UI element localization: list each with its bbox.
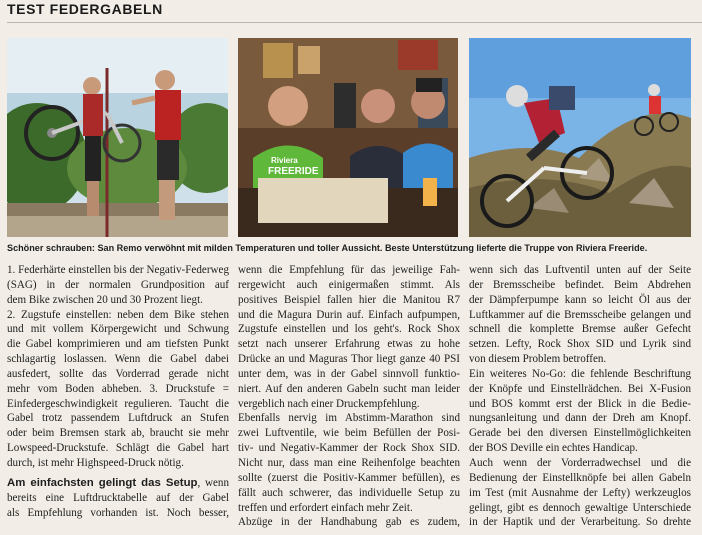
text-line: oder beim Bremsen stark ab, braucht sie mehr <box>7 427 229 440</box>
text-line: treffen und erfordert einfach mehr Zeit. <box>238 501 413 514</box>
text-line: positives Beispiel fallen hier die Manitou R7 <box>238 293 460 306</box>
text-line: der Dämpferpumpe kann so leicht Öl aus der <box>469 293 691 306</box>
photo-caption: Schöner schrauben: San Remo verwöhnt mit milden Temperaturen und toller Aussicht. Beste Unterstützung lieferte die Truppe von Riviera Freeride. <box>7 243 648 253</box>
text-line: Drücke an und Maguras Thor liegt ganze 40 PSI <box>238 353 460 366</box>
text-line: Nicht nur, dass man eine Reihenfolge beachten <box>238 456 460 469</box>
text-line: niert. Auf den anderen Gabeln sucht man leider <box>238 382 460 395</box>
text-line: gelingt, gibt es dennoch gewaltige Unterschiede <box>469 501 691 514</box>
text-line: Luftkammer auf die Bremsscheibe gelangen und <box>469 308 691 321</box>
subheading-setup: Am einfachsten gelingt das Setup <box>7 476 198 489</box>
text-line: schlagartig loslassen. Wenn die Gabel dabei <box>7 353 229 366</box>
text-line: 1. Federhärte einstellen bis der Negativ-Federweg <box>7 264 229 276</box>
text-line: setzen. Lefty, Rock Shox SID und Lyrik sind <box>469 338 691 351</box>
lead-rest: , wenn <box>197 476 229 489</box>
text-line: Auch wenn der Vorderradwechsel und die <box>469 456 691 469</box>
text-line: setzt nach unserer Erfahrung etwas zu hohe <box>238 338 460 351</box>
text-line: Zugstufe einstellen und los geht's. Rock Shox <box>238 323 460 336</box>
text-line: wenn sich das Luftventil unten auf der Seite <box>469 264 691 276</box>
text-line: der Knöpfe und Einstellrädchen. Bei X-Fusion <box>469 382 691 395</box>
text-line: der Bremsscheibe befindet. Beim Abdrehen <box>469 278 691 291</box>
text-line: von diesem Problem betroffen. <box>469 353 607 366</box>
text-line: Ein weiteres No-Go: die fehlende Beschriftung <box>469 367 691 380</box>
text-line: mehr vom Boden abheben. 3. Druckstufe = <box>7 382 229 395</box>
text-line: 2. Zugstufe einstellen: neben dem Bike stehen <box>7 308 229 321</box>
text-line: als Empfehlung vorhanden ist. Noch besser, <box>7 506 229 519</box>
text-line: Bedienung der Einstellknöpfe bei allen Gabeln <box>469 471 691 484</box>
photo-riders-trail <box>469 38 691 237</box>
text-line: durch, ist mehr Highspeed-Druck nötig. <box>7 456 184 469</box>
text-line: Einfedergeschwindigkeit regulieren. Taucht die <box>7 397 229 410</box>
text-line: fällt auch schwerer, das individuelle Setup zu <box>238 486 460 499</box>
text-line: sollte (zuerst die Positiv-Kammer befüllen), es <box>238 471 460 484</box>
text-line: tiv- und Negativ-Kammer der Rock Shox SID. <box>238 442 460 455</box>
text-line: dem Bike zwischen 20 und 30 Prozent liegt. <box>7 293 203 306</box>
photo-workstand-mechanics <box>7 38 228 237</box>
text-line-lead <box>7 476 229 491</box>
page-title: TEST FEDERGABELN <box>7 1 163 17</box>
shirt-text-freeride: FREERIDE <box>268 166 319 177</box>
text-line: nungsanleitung und dann der Dreh am Knopf. <box>469 412 691 425</box>
text-line: der BOS Deville ein echtes Handicap. <box>469 442 638 455</box>
text-line: (SAG) in der normalen Grundposition auf <box>7 278 229 291</box>
page-header <box>7 0 702 23</box>
text-line: Abzüge in der Handhabung gab es zudem, <box>238 516 460 529</box>
text-line: die Gabel komprimieren und am tiefsten Punkt <box>7 338 229 351</box>
text-line: Lowspeed-Druckstufe. Schlägt die Gabel hart <box>7 442 229 455</box>
shirt-text-riviera: Riviera <box>271 156 298 165</box>
text-line: Gabel trotz passendem Luftdruck an Stufen <box>7 412 229 425</box>
text-line: in der Haptik und der Verarbeitung. So drehte <box>469 516 691 529</box>
photo-riviera-freeride-team <box>238 38 458 237</box>
text-line: und die Magura Durin auf. Einfach aufpumpen, <box>238 308 460 321</box>
text-line: rergewicht auch einigermaßen stimmt. Als <box>238 278 460 291</box>
text-line: und mit vollem Körpergewicht und Schwung <box>7 323 229 336</box>
text-line: unter dem, was in der Gabel sinnvoll funktio- <box>238 367 460 380</box>
article-column-2 <box>238 263 460 530</box>
text-line: wenn die Empfehlung für das jeweilige Fah- <box>238 264 460 276</box>
text-line: zwei Luftventile, wie beim Befüllen der Posi- <box>238 427 460 440</box>
article-column-1 <box>7 263 229 520</box>
article-column-3 <box>469 263 691 530</box>
text-line: Ebenfalls nervig im Abstimm-Marathon sind <box>238 412 460 425</box>
text-line: Gerade bei den diversen Einstellmöglichkeiten <box>469 427 691 440</box>
text-line: und BOS kommt erst der Blick in die Bedie- <box>469 397 691 410</box>
text-line: bereits eine Luftdrucktabelle auf der Gabel <box>7 491 229 504</box>
text-line: vergeblich nach einer Druckempfehlung. <box>238 397 420 410</box>
text-line: schnell die komplette Bremse außer Gefecht <box>469 323 691 336</box>
text-line: ausfedert, sollte das Vorderrad gerade nicht <box>7 367 229 380</box>
text-line: im Test (mit Ausnahme der Lefty) werkzeuglos <box>469 486 691 499</box>
